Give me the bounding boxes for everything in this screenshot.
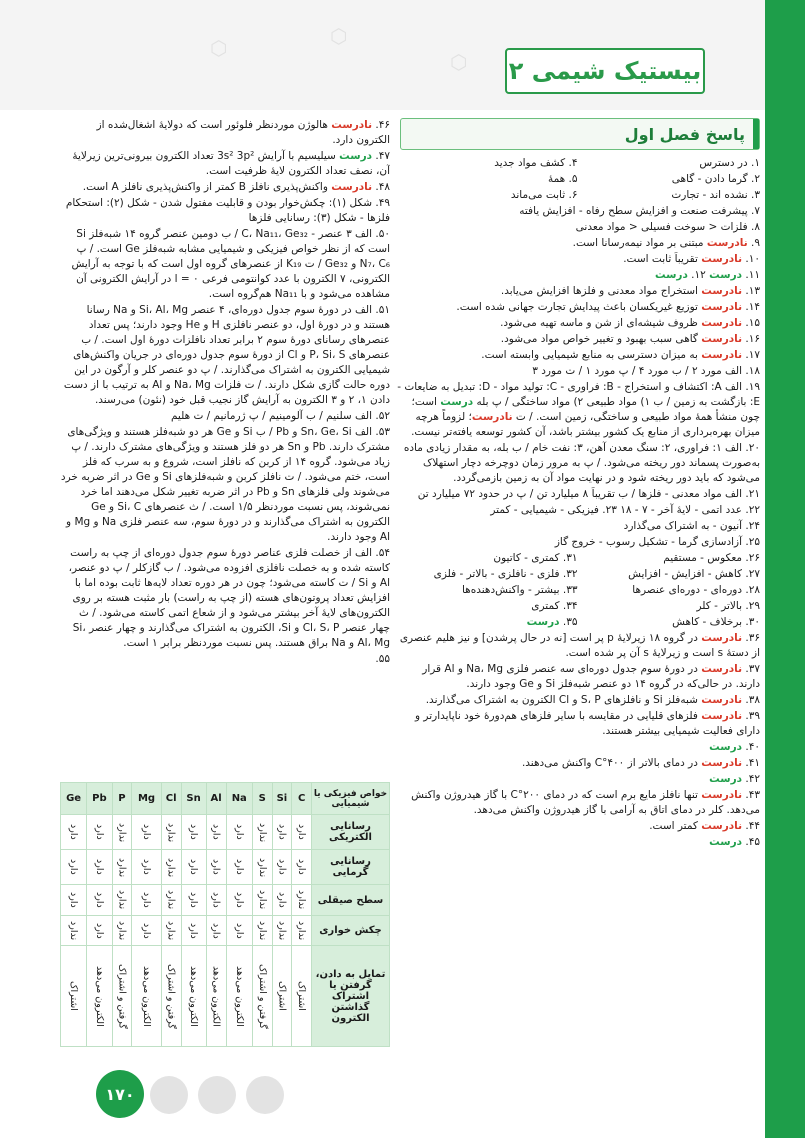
answer-line: ۱۱. درست ۱۲. درست	[654, 269, 760, 281]
table-cell: گرفتن و اشتراک	[112, 946, 132, 1047]
table-header-element: Cl	[161, 783, 181, 815]
answer-line: ۴۷. درست سیلیسیم با آرایش 3s² 3p² تعداد الکترون بیرونی‌ترین زیرلایهٔ آن، نصف تعداد الکترون لایهٔ ظرفیت است.	[72, 150, 390, 177]
table-row-label: چکش خواری	[312, 915, 390, 946]
table-cell: دارد	[181, 815, 206, 850]
answer-line: ۴۸. نادرست واکنش‌پذیری نافلز B کمتر از واکنش‌پذیری نافلز A است.	[82, 181, 390, 193]
side-green-bar	[765, 0, 805, 1138]
table-cell: ندارد	[112, 885, 132, 916]
answer-line: ۳۷. نادرست در دورهٔ سوم جدول دوره‌ای سه عنصر فلزی Na، Mg و Al قرار دارند. در حالی‌که در گروه ۱۴ دو عنصر شبه‌فلز Si و Ge وجود دارند.	[422, 663, 760, 690]
table-cell: گرفتن و اشتراک	[161, 946, 181, 1047]
book-title: بیستیک شیمی ۲	[508, 57, 702, 85]
table-cell: دارد	[226, 815, 252, 850]
answer-line: ۱۸. الف مورد ۲ / ب مورد ۴ / پ مورد ۱ / ت مورد ۳	[532, 365, 760, 377]
table-cell: ندارد	[112, 815, 132, 850]
answer-line: ۵۲. الف سلنیم / ب آلومینیم / پ ژرمانیم / ت هلیم	[170, 410, 390, 422]
answer-line: ۴۲. درست	[709, 773, 760, 785]
table-header-element: Pb	[87, 783, 112, 815]
table-cell: دارد	[272, 850, 292, 885]
table-header-element: Na	[226, 783, 252, 815]
answer-line: ۱۷. نادرست به میزان دسترسی به منابع شیمیایی وابسته است.	[481, 349, 760, 361]
table-cell: دارد	[292, 815, 312, 850]
answer-row: ۲. گرما دادن - گاهی ۵. همهٔ	[547, 173, 760, 185]
table-header-element: Sn	[181, 783, 206, 815]
table-cell: دارد	[87, 815, 112, 850]
table-cell: ندارد	[272, 915, 292, 946]
table-cell: الکترون می‌دهد	[206, 946, 226, 1047]
answer-line: ۵۴. الف از خصلت فلزی عناصر دورهٔ سوم جدول دوره‌ای از چپ به راست کاسته شده و به خصلت نافلزی افزوده می‌شود. / ب گازکلر / پ دو عنصر، Al و Si / ت کاسته می‌شود؛ چون در هر دوره تعداد لایه‌ها ثابت بوده اما با افزایش تعداد پروتون‌های هسته (از چپ به راست) بار مثبت هسته بر روی الکترون‌های لایهٔ آخر بیشتر می‌شود و از شعاع اتمی کاسته می‌شود. / ث چهار عنصر Cl، S، P و Si، الکترون به اشتراک می‌گذارند و چهار عنصر Si، Al، Mg و Na براق هستند. پس نسبت موردنظر برابر ۱ است.	[68, 547, 390, 649]
answer-row: ۲۹. بالاتر - کلر ۳۴. کمتری	[531, 600, 760, 612]
table-cell: دارد	[206, 885, 226, 916]
table-cell: دارد	[61, 885, 87, 916]
table-cell: دارد	[206, 850, 226, 885]
table-header-element: Al	[206, 783, 226, 815]
doodle-decoration: ⬡	[330, 24, 348, 48]
table-cell: دارد	[181, 915, 206, 946]
answer-line: ۴۴. نادرست کمتر است.	[649, 820, 760, 832]
table-cell: ندارد	[161, 885, 181, 916]
table-row-label: تمایل به دادن، گرفتن یا اشتراک گذاشتن الکترون	[312, 946, 390, 1047]
answer-line: ۴۰. درست	[709, 741, 760, 753]
answer-row: ۱. در دسترس ۴. کشف مواد جدید	[494, 157, 760, 169]
answer-line: ۲۵. آزادسازی گرما - تشکیل رسوب - خروج گاز	[554, 536, 760, 548]
page-number: ۱۷۰	[96, 1070, 144, 1118]
table-cell: دارد	[132, 885, 162, 916]
answer-line: ۴۶. نادرست هالوژن موردنظر فلوئور است که دولایهٔ اشغال‌شده از الکترون دارد.	[96, 119, 390, 146]
table-cell: ندارد	[112, 850, 132, 885]
header-band	[0, 0, 765, 110]
table-header-element: Si	[272, 783, 292, 815]
table-cell: اشتراک	[272, 946, 292, 1047]
table-header-element: C	[292, 783, 312, 815]
answer-row: ۲۶. معکوس - مستقیم ۳۱. کمتری - کاتیون	[493, 552, 760, 564]
table-cell: ندارد	[161, 815, 181, 850]
table-cell: ندارد	[292, 915, 312, 946]
table-header-element: Ge	[61, 783, 87, 815]
table-cell: ندارد	[112, 915, 132, 946]
table-cell: دارد	[181, 885, 206, 916]
table-cell: ندارد	[252, 850, 272, 885]
decorative-dots	[150, 1068, 290, 1124]
table-row-label: سطح صیقلی	[312, 885, 390, 916]
table-cell: دارد	[132, 850, 162, 885]
answer-line: ۸. فلزات < سوخت فسیلی < مواد معدنی	[575, 221, 760, 233]
table-cell: دارد	[87, 850, 112, 885]
table-cell: دارد	[272, 815, 292, 850]
answer-line: ۳۹. نادرست فلزهای قلیایی در مقایسه با سایر فلزهای هم‌دورهٔ خود ناپایدارتر و دارای فعالیت شیمیایی بیشتر هستند.	[415, 710, 760, 737]
table-cell: دارد	[272, 885, 292, 916]
answer-line: ۷. پیشرفت صنعت و افزایش سطح رفاه - افزایش یافته	[519, 205, 760, 217]
answer-row: ۳۰. برخلاف - کاهش ۳۵. درست	[526, 616, 760, 628]
book-title-box	[505, 48, 705, 94]
answer-line: ۱۹. الف A: اکتشاف و استخراج - B: فراوری - C: تولید مواد - D: تبدیل به ضایعات - E: بازگشت به زمین / ب ۱) مواد طبیعی ۲) مواد ساختگی / پ بله درست است؛ چون منشأ همهٔ مواد طبیعی و ساختگی، زمین است. / ت نادرست؛ لزوماً هرچه میزان بهره‌برداری از منابع یک کشور بیشتر باشد، آن کشور توسعه یافته‌تر نیست.	[397, 381, 760, 438]
table-cell: الکترون می‌دهد	[181, 946, 206, 1047]
answer-line: ۱۶. نادرست گاهی سبب بهبود و تغییر خواص مواد می‌شود.	[500, 333, 760, 345]
table-header-element: P	[112, 783, 132, 815]
table-row-label: رسانایی الکتریکی	[312, 815, 390, 850]
table-cell: دارد	[61, 850, 87, 885]
answer-line: ۵۰. الف ۳ عنصر - C، Na₁₁، Ge₃₂ / ب دومین عنصر گروه ۱۴ شبه‌فلز Si است که از نظر خواص فیزیکی و شیمیایی مشابه شبه‌فلز Ge است. / پ N₇، C₆ و Ge₃₂ / ت K₁₉ از عنصرهای گروه اول است که با توجه به آرایش الکترونی، ۷ الکترون با عدد کوانتومی فرعی l = ۰ در آرایش الکترونی آن مشاهده می‌شود و با Na₁₁ هم‌گروه است.	[71, 228, 390, 300]
table-cell: الکترون می‌دهد	[226, 946, 252, 1047]
table-cell: گرفتن و اشتراک	[252, 946, 272, 1047]
table-cell: دارد	[226, 885, 252, 916]
table-cell: دارد	[132, 915, 162, 946]
section-title: پاسخ فصل اول	[624, 124, 745, 144]
answer-row: ۲۸. دوره‌ای - دوره‌ای عنصرها ۳۳. بیشتر - واکنش‌دهنده‌ها	[461, 584, 760, 596]
table-cell: دارد	[132, 815, 162, 850]
table-cell: الکترون می‌دهد	[132, 946, 162, 1047]
table-row-label: رسانایی گرمایی	[312, 850, 390, 885]
table-header-element: Mg	[132, 783, 162, 815]
answer-line: ۴۹. شکل (۱): چکش‌خوار بودن و قابلیت مفتول شدن - شکل (۲): استحکام فلزها - شکل (۳): رسانایی فلزها	[65, 197, 390, 224]
table-cell: ندارد	[161, 915, 181, 946]
answer-line: ۲۰. الف ۱: فراوری، ۲: سنگ معدن آهن، ۳: نفت خام / ب بله، به مقدار زیادی ماده به‌صورت پسماند دور ریخته می‌شود. / پ به مرور زمان دوچرخه دچار استهلاک می‌شود که باید دور ریخته شود و در نهایت مواد آن به زمین بازمی‌گردد.	[403, 442, 760, 484]
answer-line: ۱۳. نادرست استخراج مواد معدنی و فلزها افزایش می‌یابد.	[500, 285, 760, 297]
table-cell: دارد	[87, 885, 112, 916]
section-header	[400, 118, 760, 150]
table-corner: خواص فیزیکی یا شیمیایی	[312, 783, 390, 815]
answer-line: ۱۰. نادرست تقریباً ثابت است.	[623, 253, 760, 265]
table-cell: دارد	[226, 915, 252, 946]
table-cell: دارد	[206, 915, 226, 946]
table-cell: دارد	[87, 915, 112, 946]
answer-line: ۵۱. الف در دورهٔ سوم جدول دوره‌ای، ۴ عنصر Si، Al، Mg و Na رسانا هستند و در دورهٔ اول، دو عنصر نافلزی H و He وجود دارند؛ پس تعداد عنصرهای رسانای دورهٔ سوم ۲ برابر تعداد نافلزات دورهٔ اول است. / ب عنصرهای P، Si، S و Cl از دورهٔ سوم جدول دوره‌ای در جریان واکنش‌های شیمیایی الکترون به اشتراک می‌گذارند. / پ دو عنصر کلر و آرگون در این دوره حالت گازی شکل دارند. / ت فلزات Na، Mg و Al به ترتیب با از دست دادن ۱، ۲ و ۳ الکترون به آرایش گاز نجیب قبل خود (نئون) می‌رسند.	[63, 304, 390, 406]
table-cell: دارد	[206, 815, 226, 850]
answer-line: ۲۲. عدد اتمی - لایهٔ آخر - ۷ - ۱۸ ۲۳. فیزیکی - شیمیایی - کمتر	[490, 504, 760, 516]
answer-line: ۹. نادرست مبتنی بر مواد نیمه‌رسانا است.	[572, 237, 760, 249]
answer-line: ۲۱. الف مواد معدنی - فلزها / ب تقریباً ۸ میلیارد تن / پ در حدود ۷۲ میلیارد تن	[417, 488, 760, 500]
table-cell: دارد	[181, 850, 206, 885]
properties-table	[60, 782, 390, 1047]
answer-line: ۳۶. نادرست در گروه ۱۸ زیرلایهٔ p پر است [نه در حال پرشدن] و نیز هلیم عنصری از دستهٔ s است و زیرلایهٔ s آن پر شده است.	[399, 632, 760, 659]
table-cell: ندارد	[252, 815, 272, 850]
answers-left-column	[60, 118, 390, 668]
answer-line: ۴۱. نادرست در دمای بالاتر از ۴۰۰°C واکنش می‌دهند.	[521, 757, 760, 769]
doodle-decoration: ⬡	[210, 36, 228, 60]
table-cell: دارد	[292, 850, 312, 885]
table-cell: الکترون می‌دهد	[87, 946, 112, 1047]
table-cell: اشتراک	[61, 946, 87, 1047]
table-header-element: S	[252, 783, 272, 815]
table-cell: اشتراک	[292, 946, 312, 1047]
answer-line: ۴۵. درست	[709, 836, 760, 848]
answer-line: ۵۳. الف Sn، Ge، Si و Pb / ب Si و Ge هر دو شبه‌فلز هستند و ویژگی‌های مشترک دارند. Pb و Sn هر دو فلز هستند و ویژگی‌های مشترک دارند. / پ زیاد می‌شود. گروه ۱۴ از کربن که نافلز است، شروع و به سرب که فلز است، ختم می‌شود. / ت نافلز کربن و شبه‌فلزهای Si و Ge در اثر ضربه خرد می‌شوند ولی فلزهای Sn و Pb در اثر ضربه تغییر شکل می‌دهند اما خرد نمی‌شوند، پس نسبت موردنظر ۱/۵ است. / ث عنصرهای Si، C و Ge الکترون به اشتراک می‌گذارند و در دورهٔ سوم، سه عنصر فلزی Na و Mg و Al وجود دارند.	[60, 426, 390, 543]
table-cell: ندارد	[292, 885, 312, 916]
table-cell: ندارد	[61, 915, 87, 946]
answer-row: ۳. نشده اند - تجارت ۶. ثابت می‌ماند	[510, 189, 760, 201]
table-cell: ندارد	[161, 850, 181, 885]
answer-line: ۵۵.	[375, 653, 390, 665]
table-cell: دارد	[226, 850, 252, 885]
table-cell: ندارد	[252, 915, 272, 946]
table-cell: ندارد	[252, 885, 272, 916]
answer-line: ۱۵. نادرست ظروف شیشه‌ای از شن و ماسه تهیه می‌شود.	[500, 317, 760, 329]
answer-line: ۴۳. نادرست تنها نافلز مایع برم است که در دمای ۲۰۰°C با گاز هیدروژن واکنش می‌دهد. کلر در دمای اتاق به آرامی با گاز هیدروژن واکنش می‌دهد.	[411, 789, 760, 816]
table-cell: دارد	[61, 815, 87, 850]
answers-right-column	[395, 118, 760, 851]
doodle-decoration: ⬡	[450, 50, 468, 74]
answer-line: ۳۸. نادرست شبه‌فلز Si و نافلزهای S، P و Cl الکترون به اشتراک می‌گذارند.	[425, 694, 760, 706]
answer-row: ۲۷. کاهش - افزایش - افزایش ۳۲. فلزی - نافلزی - بالاتر - فلزی	[433, 568, 760, 580]
answer-line: ۱۴. نادرست توزیع غیریکسان باعث پیدایش تجارت جهانی شده است.	[456, 301, 760, 313]
answer-line: ۲۴. آنیون - به اشتراک می‌گذارد	[623, 520, 760, 532]
